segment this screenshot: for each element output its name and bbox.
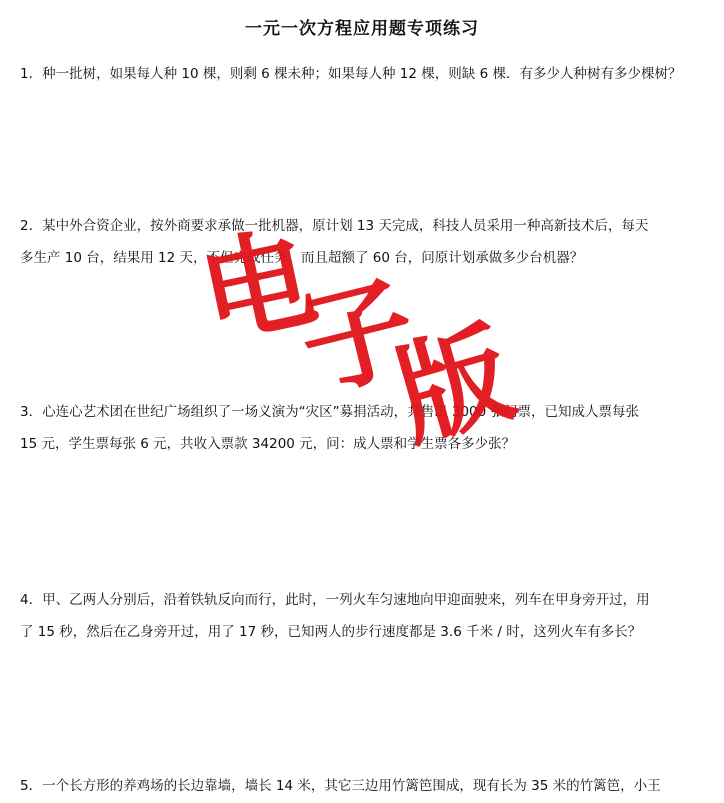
watermark-char: 子 <box>287 260 429 415</box>
question-text-line: 2．某中外合资企业，按外商要求承做一批机器，原计划 13 天完成，科技人员采用一种高新技术后，每天 <box>20 218 649 234</box>
question-text-line: 3．心连心艺术团在世纪广场组织了一场义演为“灾区”募捐活动，共售出 3000 张门票，已知成人票每张 <box>20 404 640 420</box>
question-text-line: 多生产 10 台，结果用 12 天，不但完成任务，而且超额了 60 台，问原计划承做多少台机器？ <box>20 250 584 266</box>
watermark-char: 电 <box>189 211 327 364</box>
question-text-line: 15 元，学生票每张 6 元，共收入票款 34200 元，问：成人票和学生票各多少张？ <box>20 436 516 452</box>
watermark-char: 版 <box>382 306 527 464</box>
question-text-line: 了 15 秒，然后在乙身旁开过，用了 17 秒，已知两人的步行速度都是 3.6 千米 / 时，这列火车有多长？ <box>20 624 642 640</box>
question-text-line: 5．一个长方形的养鸡场的长边靠墙，墙长 14 米，其它三边用竹篱笆围成，现有长为 35 米的竹篱笆，小王 <box>20 778 661 794</box>
question-text-line: 4．甲、乙两人分别后，沿着铁轨反向而行，此时，一列火车匀速地向甲迎面驶来，列车在甲身旁开过，用 <box>20 592 650 608</box>
page-title: 一元一次方程应用题专项练习 <box>245 19 479 39</box>
question-4 <box>20 584 710 648</box>
question-1 <box>20 58 710 90</box>
question-5 <box>20 770 710 802</box>
question-3 <box>20 396 710 460</box>
question-2 <box>20 210 710 274</box>
question-text-line: 1．种一批树，如果每人种 10 棵，则剩 6 棵未种；如果每人种 12 棵，则缺 6 棵．有多少人种树有多少棵树？ <box>20 66 682 82</box>
